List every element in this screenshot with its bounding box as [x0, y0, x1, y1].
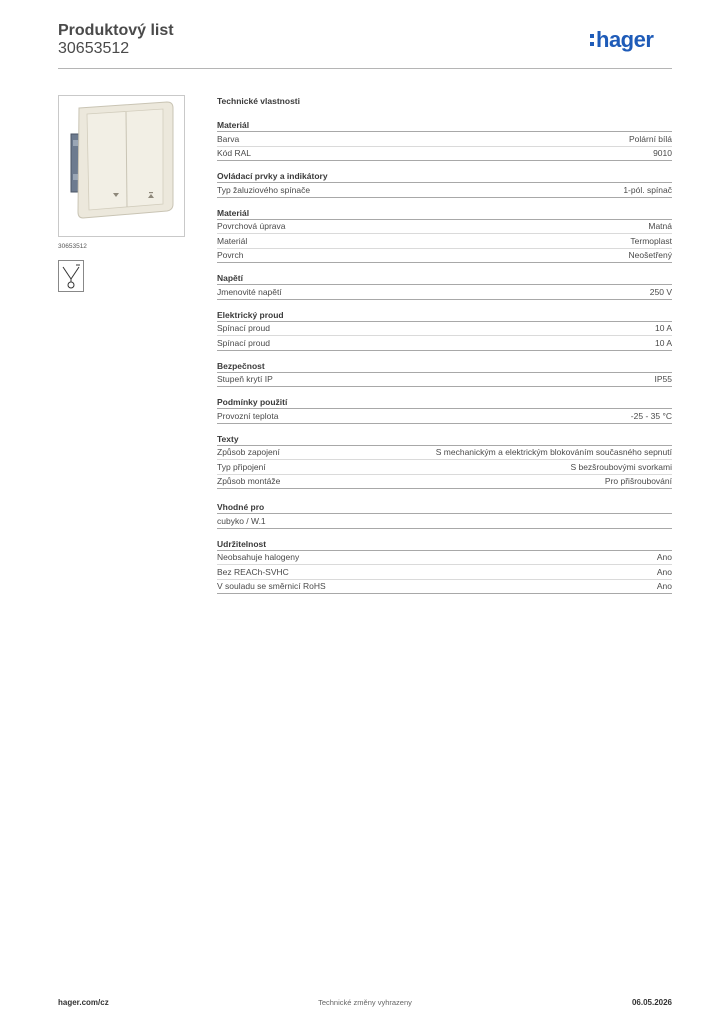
- brand-wordmark: hager: [596, 27, 654, 52]
- spec-section: [217, 538, 672, 595]
- section-title: Napětí: [217, 272, 672, 285]
- spec-section: [217, 433, 672, 490]
- spec-row: [217, 132, 672, 147]
- spec-row: [217, 285, 672, 300]
- blind-switch-symbol-icon: [58, 260, 84, 292]
- spec-value: Neošetřený: [628, 250, 672, 261]
- footer-website: hager.com/cz: [58, 998, 109, 1007]
- spec-label: Barva: [217, 133, 240, 144]
- spec-value: Ano: [656, 552, 672, 563]
- spec-row: [217, 446, 672, 461]
- footer-date: 06.05.2026: [631, 998, 672, 1007]
- page-header: [58, 22, 672, 68]
- spec-section: [217, 170, 672, 198]
- spec-row: [217, 336, 672, 351]
- spec-value: Ano: [656, 566, 672, 577]
- spec-row: [217, 409, 672, 424]
- spec-row: [217, 183, 672, 198]
- spec-label: Způsob zapojení: [217, 447, 280, 458]
- page-footer: [58, 998, 672, 1010]
- section-title: Bezpečnost: [217, 360, 672, 373]
- spec-row: [217, 249, 672, 264]
- spec-label: Typ žaluziového spínače: [217, 184, 311, 195]
- spec-label: Povrchová úprava: [217, 221, 286, 232]
- section-title: Vhodné pro: [217, 501, 672, 514]
- spec-label: Kód RAL: [217, 148, 252, 159]
- spec-section: [217, 360, 672, 388]
- spec-value: Polární bílá: [629, 133, 672, 144]
- spec-row: [217, 234, 672, 249]
- spec-label: Stupeň krytí IP: [217, 374, 273, 385]
- section-title: Ovládací prvky a indikátory: [217, 170, 672, 183]
- spec-label: cubyko / W.1: [217, 515, 266, 526]
- spec-label: Spínací proud: [217, 323, 270, 334]
- spec-label: Materiál: [217, 235, 248, 246]
- section-title: Udržitelnost: [217, 538, 672, 551]
- spec-value: Ano: [656, 581, 672, 592]
- spec-row: [217, 373, 672, 388]
- spec-value: Matná: [648, 221, 672, 232]
- spec-value: IP55: [654, 374, 672, 385]
- spec-row: [217, 460, 672, 475]
- spec-value: -25 - 35 °C: [630, 410, 672, 421]
- spec-value: 9010: [653, 148, 672, 159]
- spec-label: V souladu se směrnicí RoHS: [217, 581, 326, 592]
- section-title: Materiál: [217, 119, 672, 132]
- page-title: Produktový list: [58, 22, 174, 39]
- section-title: Materiál: [217, 207, 672, 220]
- spec-label: Typ připojení: [217, 461, 266, 472]
- section-title: Texty: [217, 433, 672, 446]
- spec-label: Způsob montáže: [217, 476, 281, 487]
- spec-value: 10 A: [654, 323, 672, 334]
- spec-value: 10 A: [654, 337, 672, 348]
- spec-row: [217, 514, 672, 529]
- spec-label: Bez REACh-SVHC: [217, 566, 289, 577]
- spec-value: 1-pól. spínač: [623, 184, 672, 195]
- spec-row: [217, 565, 672, 580]
- spec-section: [217, 396, 672, 424]
- image-caption: 30653512: [58, 243, 87, 250]
- product-image: [58, 95, 185, 237]
- product-number: 30653512: [58, 40, 130, 57]
- spec-label: Jmenovité napětí: [217, 286, 282, 297]
- header-divider: [58, 68, 672, 69]
- spec-row: [217, 551, 672, 566]
- spec-value: Termoplast: [630, 235, 672, 246]
- spec-label: Provozní teplota: [217, 410, 279, 421]
- spec-section: [217, 272, 672, 300]
- section-title: Podmínky použití: [217, 396, 672, 409]
- spec-section: [217, 309, 672, 351]
- specs-title: Technické vlastnosti: [217, 96, 300, 106]
- spec-value: 250 V: [649, 286, 672, 297]
- spec-row: [217, 147, 672, 162]
- spec-label: Spínací proud: [217, 337, 270, 348]
- spec-row: [217, 322, 672, 337]
- footer-note: Technické změny vyhrazeny: [318, 998, 412, 1007]
- hager-logo: [588, 26, 672, 56]
- spec-row: [217, 475, 672, 490]
- spec-value: S mechanickým a elektrickým blokováním současného sepnutí: [435, 447, 672, 458]
- spec-label: Neobsahuje halogeny: [217, 552, 300, 563]
- spec-section: [217, 207, 672, 264]
- section-title: Elektrický proud: [217, 309, 672, 322]
- spec-value: Pro přišroubování: [604, 476, 672, 487]
- spec-section: [217, 501, 672, 529]
- spec-row: [217, 580, 672, 595]
- spec-row: [217, 220, 672, 235]
- spec-section: [217, 119, 672, 161]
- technical-specs: [217, 95, 672, 603]
- spec-value: S bezšroubovými svorkami: [570, 461, 672, 472]
- spec-label: Povrch: [217, 250, 244, 261]
